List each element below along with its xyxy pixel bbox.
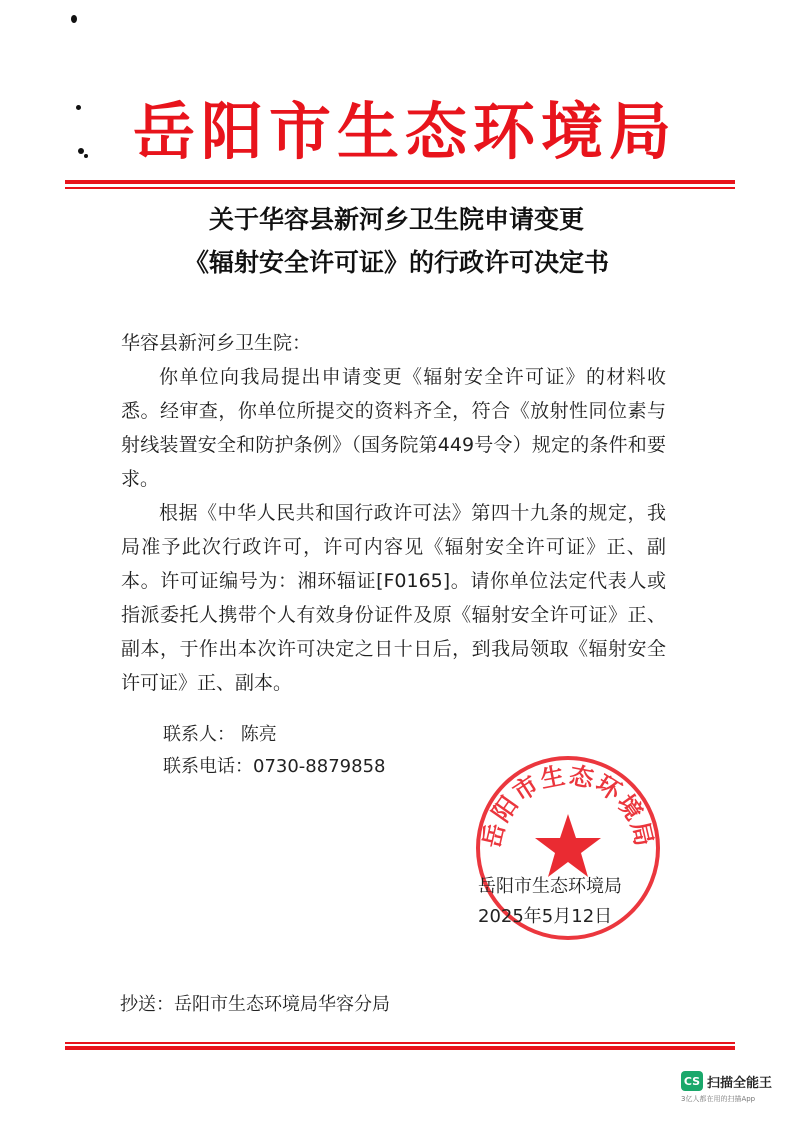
header-org-title: 岳阳市生态环境局	[132, 95, 677, 168]
scanner-watermark	[681, 1071, 772, 1104]
scan-speck	[71, 15, 77, 23]
signature-date: 2025年5月12日	[478, 906, 613, 927]
header-thin-rule	[65, 187, 735, 189]
signature-org: 岳阳市生态环境局	[478, 876, 622, 897]
contact-person: 联系人： 陈亮	[163, 724, 277, 745]
camscanner-logo-icon: CS	[681, 1071, 703, 1091]
cc-line: 抄送：岳阳市生态环境局华容分局	[120, 994, 390, 1015]
scan-speck	[84, 154, 88, 158]
document-body	[121, 326, 666, 700]
watermark-slogan: 3亿人都在用的扫描App	[681, 1095, 756, 1103]
salutation: 华容县新河乡卫生院：	[121, 332, 312, 354]
paragraph-2: 根据《中华人民共和国行政许可法》第四十九条的规定，我局准予此次行政许可，许可内容见《辐射安全许可证》正、副本。许可证编号为：湘环辐证[F0165]。请你单位法定代表人或指派委托人携带个人有效身份证件及原《辐射安全许可证》正、副本，于作出本次许可决定之日十日后，到我局领取《辐射安全许可证》正、副本。	[121, 502, 666, 694]
contact-phone: 联系电话：0730-8879858	[163, 756, 386, 777]
scan-speck	[76, 105, 81, 110]
watermark-app-name: 扫描全能王	[707, 1075, 773, 1091]
seal-star-icon	[535, 814, 601, 877]
paragraph-1: 你单位向我局提出申请变更《辐射安全许可证》的材料收悉。经审查，你单位所提交的资料齐全，符合《放射性同位素与射线装置安全和防护条例》（国务院第449号令）规定的条件和要求。	[121, 366, 666, 490]
doc-title-line-1: 关于华容县新河乡卫生院申请变更	[208, 205, 584, 234]
scan-speck	[78, 148, 84, 154]
footer-thick-rule	[65, 1046, 735, 1050]
header-thick-rule	[65, 180, 735, 184]
doc-title-line-2: 《辐射安全许可证》的行政许可决定书	[183, 248, 609, 277]
seal-org-text: 岳阳市生态环境局	[477, 761, 659, 851]
footer-thin-rule	[65, 1042, 735, 1044]
